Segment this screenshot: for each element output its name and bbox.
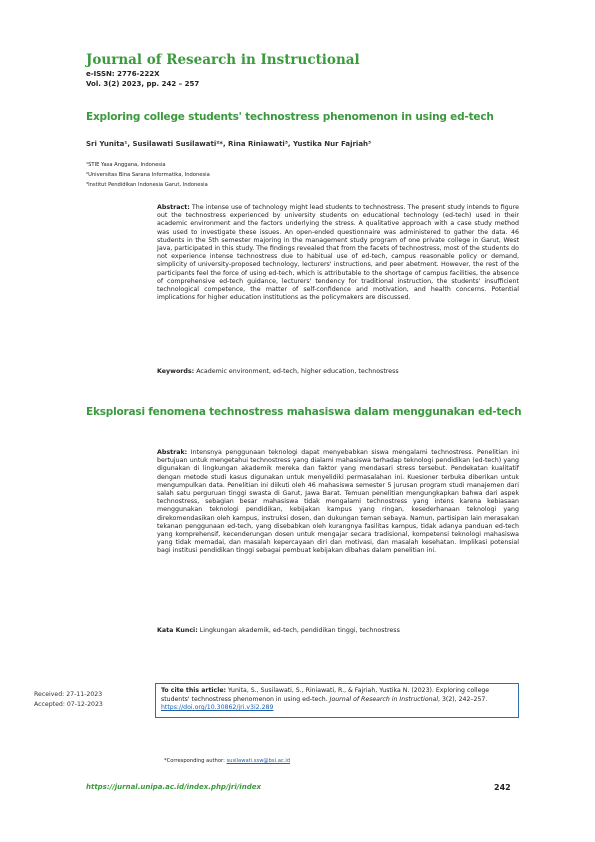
- eissn: e-ISSN: 2776-222X: [86, 70, 160, 78]
- citation-label: To cite this article:: [161, 687, 226, 694]
- citation-journal: Journal of Research in Instructional: [329, 695, 439, 703]
- affiliation-3: ³Institut Pendidikan Indonesia Garut, Indonesia: [86, 182, 208, 188]
- abstract-en-label: Abstract:: [157, 204, 190, 211]
- footer-journal-url[interactable]: https://jurnal.unipa.ac.id/index.php/jri/index: [86, 783, 261, 791]
- affiliation-2: ²Universitas Bina Sarana Informatika, Indonesia: [86, 172, 210, 178]
- citation-box: [155, 683, 519, 718]
- corresponding-email-link[interactable]: susilawati.ssw@bsi.ac.id: [226, 758, 291, 764]
- author-list: Sri Yunita¹, Susilawati Susilawati²*, Rina Riniawati³, Yustika Nur Fajriah³: [86, 140, 372, 148]
- abstract-id-text: Intensnya penggunaan teknologi dapat menyebabkan siswa mengalami technostress. Penelitian ini bertujuan untuk mengetahui technostress yang dialami mahasiswa terhadap teknologi pendidikan (ed-tech) yang digunakan di lingkungan akademik mereka dan faktor yang mendasari stress tersebut. Pendekatan kualitatif dengan metode studi kasus digunakan untuk menyelidiki permasalahan ini. Kuesioner terbuka diberikan untuk mengumpulkan data. Penelitian ini diikuti oleh 46 mahasiswa semester 5 jurusan program studi manajemen dari salah satu perguruan tinggi swasta di Garut, Jawa Barat. Temuan penelitian mengungkapkan bahwa dari aspek technostress, sebagian besar mahasiswa tidak mengalami technostress yang intens karena kebiasaan menggunakan teknologi pendidikan, kebijakan kampus yang ringan, kesederhanaan teknologi yang direkomendasikan oleh kampus, instruksi dosen, dan dukungan teman sebaya. Namun, partisipan lain merasakan tekanan penggunaan ed-tech, yang disebabkan oleh kurangnya fasilitas kampus, tidak adanya panduan ed-tech yang komprehensif, kecenderungan dosen untuk mengajar secara tradisional, kompetensi teknologi mahasiswa yang tidak memadai, dan masalah kepercayaan diri dan motivasi, dan masalah kesehatan. Implikasi potensial bagi institusi pendidikan tinggi sebagai pembuat kebijakan dibahas dalam penelitian ini.: [157, 449, 519, 555]
- received-date: Received: 27-11-2023: [34, 691, 103, 698]
- article-title-en: Exploring college students' technostress phenomenon in using ed-tech: [86, 111, 494, 123]
- doi-link[interactable]: https://doi.org/10.30862/jri.v3i2.289: [161, 704, 274, 712]
- accepted-date: Accepted: 07-12-2023: [34, 701, 103, 708]
- keywords-id-text: Lingkungan akademik, ed-tech, pendidikan tinggi, technostress: [199, 627, 400, 634]
- abstract-en: [157, 204, 519, 302]
- article-title-id: Eksplorasi fenomena technostress mahasiswa dalam menggunakan ed-tech: [86, 406, 522, 418]
- keywords-en-text: Academic environment, ed-tech, higher education, technostress: [196, 368, 399, 375]
- corresponding-label: *Corresponding author:: [164, 758, 225, 764]
- keywords-en-label: Keywords:: [157, 368, 195, 375]
- abstract-id: [157, 449, 519, 556]
- keywords-en: [157, 368, 399, 375]
- journal-title: Journal of Research in Instructional: [86, 52, 360, 68]
- corresponding-author: [164, 758, 290, 764]
- abstract-id-label: Abstrak:: [157, 449, 188, 456]
- keywords-id-label: Kata Kunci:: [157, 627, 198, 634]
- affiliation-1: ¹STIE Yasa Anggana, Indonesia: [86, 162, 166, 168]
- citation-volume: , 3(2), 242–257.: [438, 695, 488, 703]
- volume-info: Vol. 3(2) 2023, pp. 242 – 257: [86, 80, 200, 88]
- page-number: 242: [494, 783, 511, 792]
- keywords-id: [157, 627, 400, 634]
- abstract-en-text: The intense use of technology might lead students to technostress. The present study intends to figure out the technostress experienced by university students on educational technology (ed-tech) used in their academic environment and the factors underlying the stress. A qualitative approach with a case study method was used to investigate these issues. An open-ended questionnaire was administered to gather the data. 46 students in the 5th semester majoring in the management study program of one private college in Garut, West Java, participated in this study. The findings revealed that from the facets of technostress, most of the students do not experience intense technostress due to habitual use of ed-tech, campus reasonable policy or demand, simplicity of university-proposed technology, lecturers' instructions, and peer abetment. However, the rest of the participants feel the force of using ed-tech, which is attributable to the shortage of campus facilities, the absence of comprehensive ed-tech guidance, lecturers' tendency for traditional instruction, the students' insufficient technological competence, the matter of self-confidence and motivation, and health concerns. Potential implications for higher education institutions as the policymakers are discussed.: [157, 204, 519, 302]
- citation-text: Yunita, S., Susilawati, S., Riniawati, R., & Fajriah, Yustika N. (2023). Exploring college students' technostress phenomenon in using ed-tech.: [161, 687, 490, 703]
